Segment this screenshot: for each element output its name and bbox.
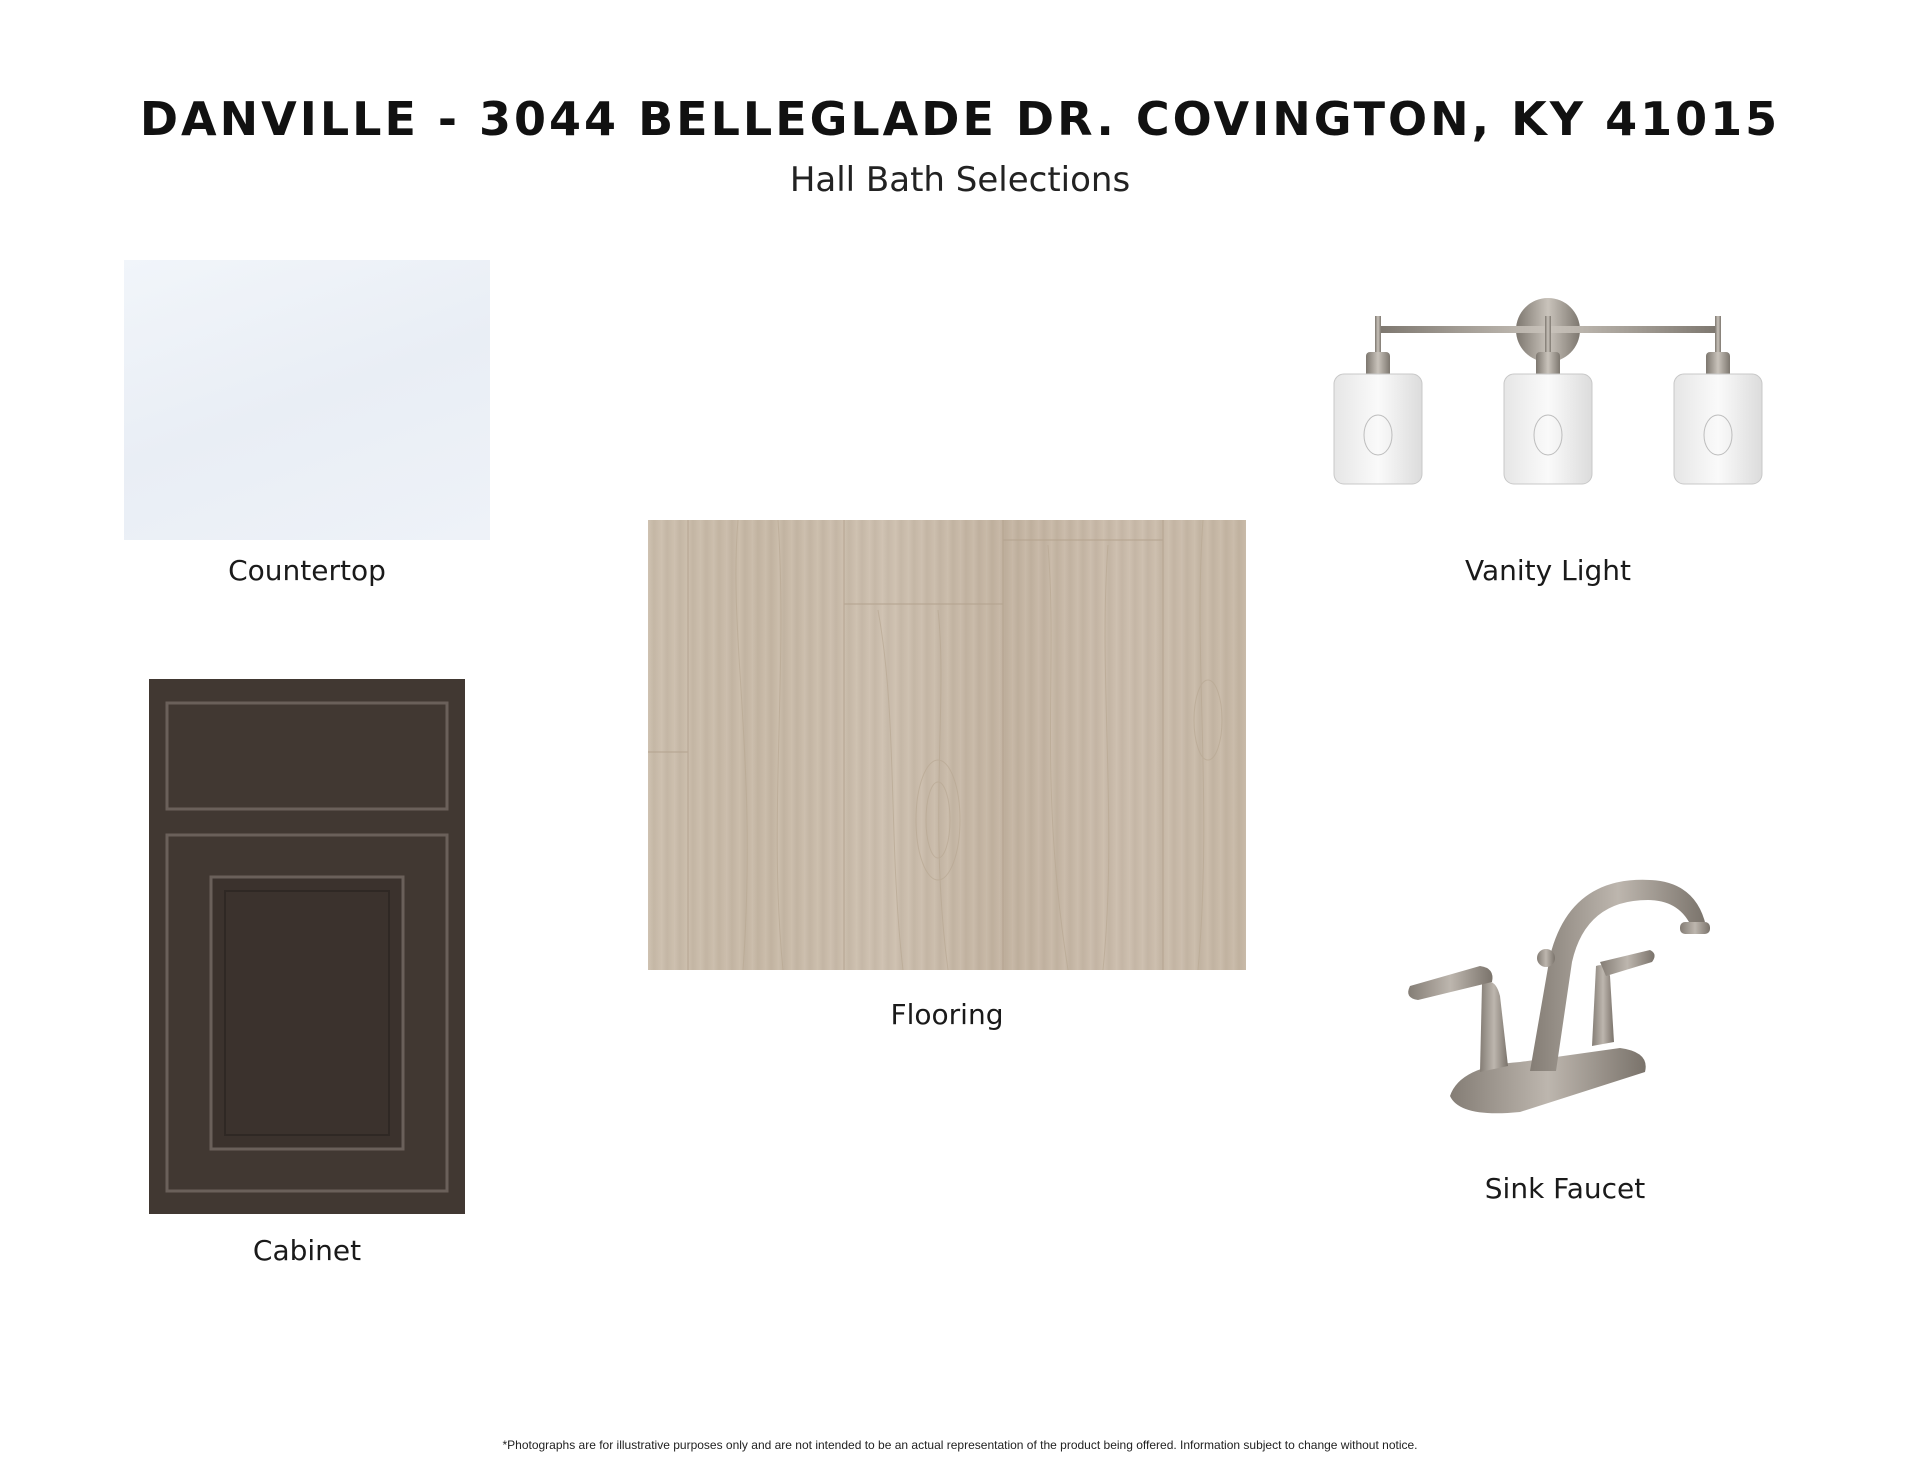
vanity-light-image <box>1318 290 1778 500</box>
sink-faucet-image <box>1400 866 1730 1126</box>
wood-grain-graphic <box>648 520 1246 970</box>
countertop-label: Countertop <box>228 554 386 587</box>
flooring-swatch <box>648 520 1246 970</box>
disclaimer-text: *Photographs are for illustrative purposes only and are not intended to be an actual representation of the product being offered. Information subject to change without notice. <box>502 1438 1418 1452</box>
cabinet-label: Cabinet <box>252 1234 362 1267</box>
page-title: DANVILLE - 3044 BELLEGLADE DR. COVINGTON, KY 41015 <box>139 92 1781 146</box>
page-subtitle: Hall Bath Selections <box>789 160 1131 200</box>
flooring-label: Flooring <box>890 998 1004 1031</box>
sink-faucet-label: Sink Faucet <box>1484 1172 1646 1205</box>
countertop-swatch <box>124 260 490 540</box>
cabinet-door-image <box>149 679 465 1214</box>
vanity-light-label: Vanity Light <box>1465 554 1631 587</box>
